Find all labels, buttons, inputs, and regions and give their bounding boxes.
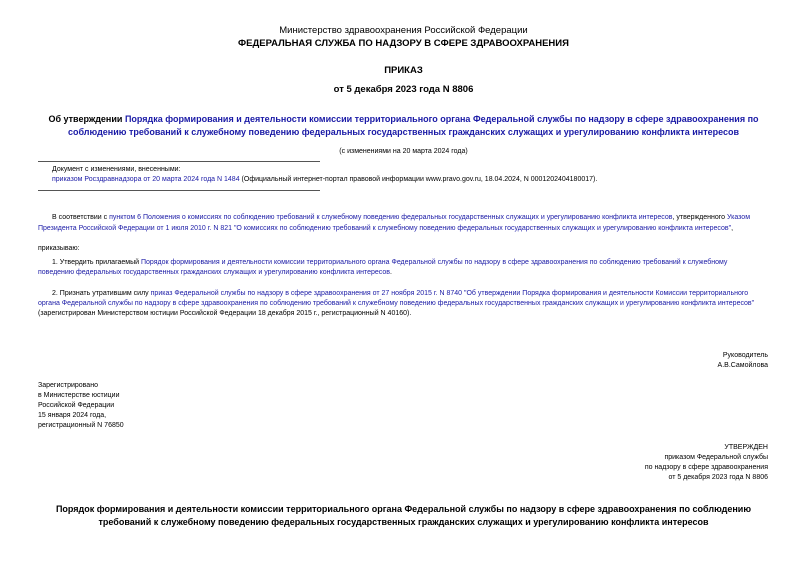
appendix-title <box>0 503 807 528</box>
item1-link-part2[interactable]: поведению федеральных государственных гражданских служащих и урегулированию конфликта интересов <box>38 269 390 276</box>
changes-line <box>52 175 792 185</box>
amendments-note: (с изменениями на 20 марта 2024 года) <box>339 148 468 155</box>
order-word: приказываю: <box>38 245 80 252</box>
appendix-title-line1: Порядок формирования и деятельности комиссии территориального органа Федеральной службы по надзору в сфере здравоохранения по соблюдению <box>55 504 752 514</box>
service-name: ФЕДЕРАЛЬНАЯ СЛУЖБА ПО НАДЗОРУ В СФЕРЕ ЗДРАВООХРАНЕНИЯ <box>238 38 569 49</box>
approved-line4: от 5 декабря 2023 года N 8806 <box>668 474 768 481</box>
preamble-text3: , <box>731 225 734 232</box>
signature-name: А.В.Самойлова <box>717 362 768 369</box>
preamble-text2: , утвержденного <box>672 214 728 221</box>
preamble-text1: В соответствии с <box>52 214 110 221</box>
registration-line2: в Министерстве юстиции <box>38 392 120 399</box>
item1-end: . <box>390 269 392 276</box>
approved-line2: приказом Федеральной службы <box>664 454 768 461</box>
title-link-part2[interactable]: соблюдению требований к служебному поведению федеральных государственных гражданских служащих и урегулированию конфликта интересов <box>67 126 740 137</box>
registration-line4: 15 января 2024 года, <box>38 412 107 419</box>
item2-link-part1[interactable]: приказ Федеральной службы по надзору в сфере здравоохранения от 27 ноября 2015 г. N 8740 "Об утверждении Порядка формирования и деятельности Комиссии территориального <box>150 290 749 297</box>
preamble-link1[interactable]: пунктом 6 Положения о комиссиях по соблюдению требований к служебному поведению федеральных государственных служащих и урегулированию конфликта интересов <box>109 214 673 221</box>
item1-link-part1[interactable]: Порядок формирования и деятельности комиссии территориального органа Федеральной службы по надзору в сфере здравоохранения по соблюдению требований к служебному <box>140 259 728 266</box>
divider-top <box>38 161 320 162</box>
appendix-title-line2: требований к служебному поведению федеральных государственных гражданских служащих и урегулированию конфликта интересов <box>98 516 709 527</box>
item1-line1 <box>52 258 797 268</box>
approved-block <box>645 443 768 483</box>
registration-line3: Российской Федерации <box>38 402 115 409</box>
document-date-number: от 5 декабря 2023 года N 8806 <box>333 84 474 95</box>
preamble-link2b[interactable]: Президента Российской Федерации от 1 июля 2010 г. N 821 "О комиссиях по соблюдению требований к служебному поведению федеральных государственных служащих и урегулированию конфликта интересов" <box>38 225 732 232</box>
item2-link-part2[interactable]: органа Федеральной службы по надзору в сфере здравоохранения по соблюдению требований к служебному поведению федеральных государственных гражданских служащих и урегулированию конфликта интересов" <box>38 300 755 307</box>
preamble-line1 <box>52 213 792 223</box>
item2-line3: (зарегистрирован Министерством юстиции Российской Федерации 18 декабря 2015 г., регистрационный N 40160). <box>38 310 412 317</box>
item1-line2 <box>38 268 783 278</box>
ministry-name: Министерство здравоохранения Российской Федерации <box>279 25 528 36</box>
item2-text: 2. Признать утратившим силу <box>52 290 151 297</box>
approved-line3: по надзору в сфере здравоохранения <box>644 464 768 471</box>
title-link-part1[interactable]: Порядка формирования и деятельности комиссии территориального органа Федеральной службы по надзору в сфере здравоохранения по <box>124 114 759 124</box>
title-prefix: Об утверждении <box>48 114 125 124</box>
document-title <box>0 113 807 138</box>
item2-line1 <box>52 289 797 299</box>
registration-line1: Зарегистрировано <box>38 382 98 389</box>
approved-line1: УТВЕРЖДЕН <box>724 444 768 451</box>
item1-text: 1. Утвердить прилагаемый <box>52 259 141 266</box>
changes-link[interactable]: приказом Росздравнадзора от 20 марта 2024 года N 1484 <box>52 176 240 183</box>
changes-rest: (Официальный интернет-портал правовой информации www.pravo.gov.ru, 18.04.2024, N 0001202404180017). <box>239 176 598 183</box>
registration-block <box>38 381 124 431</box>
document-title-line1 <box>0 113 807 126</box>
divider-bottom <box>38 190 320 191</box>
signature-position: Руководитель <box>722 352 768 359</box>
document-type: ПРИКАЗ <box>384 65 423 76</box>
changes-label: Документ с изменениями, внесенными: <box>52 166 181 173</box>
preamble-link2a[interactable]: Указом <box>727 214 751 221</box>
item2-line2 <box>38 299 798 309</box>
registration-line5: регистрационный N 76850 <box>38 422 124 429</box>
preamble-line2 <box>38 224 798 234</box>
